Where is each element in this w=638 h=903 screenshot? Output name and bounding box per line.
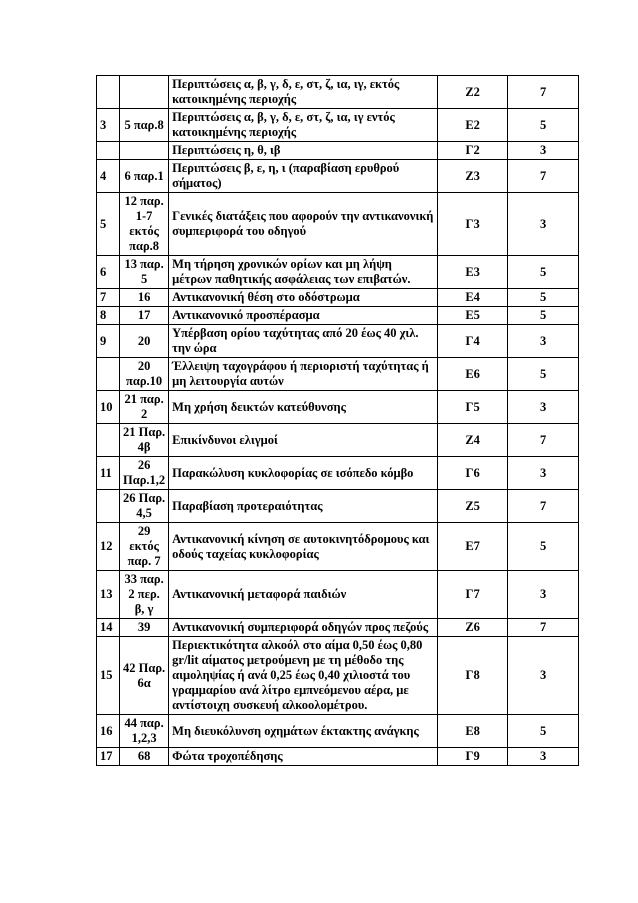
description-cell: Μη τήρηση χρονικών ορίων και μη λήψη μέτρων παθητικής ασφάλειας των επιβατών. [169,256,438,289]
code-cell: Ε6 [438,358,508,391]
description-cell: Παρακώλυση κυκλοφορίας σε ισόπεδο κόμβο [169,457,438,490]
points-cell: 3 [508,457,579,490]
code-cell: Ζ4 [438,424,508,457]
row-number-cell: 4 [97,160,120,193]
row-number-cell: 3 [97,109,120,142]
points-cell: 5 [508,109,579,142]
description-cell: Αντικανονική μεταφορά παιδιών [169,571,438,619]
table-row [97,325,579,358]
row-number-cell [97,424,120,457]
article-cell: 29 εκτός παρ. 7 [120,523,169,571]
description-cell: Περιεκτικότητα αλκοόλ στο αίμα 0,50 έως 0,80 gr/lit αίματος μετρούμενη με τη μέθοδο της αιμοληψίας ή ανά 0,25 έως 0,40 χιλιοστά του γραμμαρίου ανά λίτρο εμπνεόμενου αέρα, με αντίστοιχη συσκευή αλκοολομέτρου. [169,637,438,715]
description-cell: Γενικές διατάξεις που αφορούν την αντικανονική συμπεριφορά του οδηγού [169,193,438,256]
article-cell: 26 Παρ. 4,5 [120,490,169,523]
article-cell: 12 παρ. 1-7 εκτός παρ.8 [120,193,169,256]
description-cell: Περιπτώσεις α, β, γ, δ, ε, στ, ζ, ια, ιγ, εκτός κατοικημένης περιοχής [169,76,438,109]
description-cell: Περιπτώσεις β, ε, η, ι (παραβίαση ερυθρού σήματος) [169,160,438,193]
description-cell: Μη χρήση δεικτών κατεύθυνσης [169,391,438,424]
row-number-cell [97,358,120,391]
code-cell: Γ7 [438,571,508,619]
row-number-cell [97,490,120,523]
points-cell: 5 [508,523,579,571]
code-cell: Γ2 [438,142,508,160]
table-row [97,142,579,160]
code-cell: Ε3 [438,256,508,289]
article-cell: 39 [120,619,169,637]
row-number-cell: 15 [97,637,120,715]
description-cell: Επικίνδυνοι ελιγμοί [169,424,438,457]
article-cell: 20 [120,325,169,358]
violations-table [96,75,579,766]
points-cell: 5 [508,358,579,391]
points-cell: 3 [508,142,579,160]
description-cell: Αντικανονική θέση στο οδόστρωμα [169,289,438,307]
row-number-cell: 9 [97,325,120,358]
table-row [97,76,579,109]
table-row [97,160,579,193]
description-cell: Παραβίαση προτεραιότητας [169,490,438,523]
table-row [97,193,579,256]
points-cell: 3 [508,193,579,256]
code-cell: Γ6 [438,457,508,490]
description-cell: Μη διευκόλυνση οχημάτων έκτακτης ανάγκης [169,715,438,748]
code-cell: Ζ5 [438,490,508,523]
row-number-cell: 8 [97,307,120,325]
points-cell: 7 [508,160,579,193]
description-cell: Έλλειψη ταχογράφου ή περιοριστή ταχύτητας ή μη λειτουργία αυτών [169,358,438,391]
points-cell: 3 [508,637,579,715]
code-cell: Ζ2 [438,76,508,109]
code-cell: Γ4 [438,325,508,358]
table-row [97,490,579,523]
description-cell: Αντικανονική κίνηση σε αυτοκινητόδρομους και οδούς ταχείας κυκλοφορίας [169,523,438,571]
code-cell: Γ3 [438,193,508,256]
article-cell: 21 Παρ. 4β [120,424,169,457]
points-cell: 3 [508,325,579,358]
table-row [97,307,579,325]
article-cell: 16 [120,289,169,307]
row-number-cell: 10 [97,391,120,424]
points-cell: 5 [508,289,579,307]
points-cell: 7 [508,424,579,457]
table-row [97,523,579,571]
points-cell: 3 [508,748,579,766]
table-row [97,391,579,424]
description-cell: Αντικανονικό προσπέρασμα [169,307,438,325]
points-cell: 5 [508,715,579,748]
row-number-cell: 7 [97,289,120,307]
points-cell: 3 [508,571,579,619]
code-cell: Γ9 [438,748,508,766]
points-cell: 7 [508,619,579,637]
article-cell: 42 Παρ. 6α [120,637,169,715]
code-cell: Ε8 [438,715,508,748]
row-number-cell: 5 [97,193,120,256]
points-cell: 5 [508,307,579,325]
code-cell: Ε4 [438,289,508,307]
row-number-cell: 17 [97,748,120,766]
points-cell: 3 [508,391,579,424]
code-cell: Ζ3 [438,160,508,193]
row-number-cell: 14 [97,619,120,637]
table-row [97,256,579,289]
code-cell: Γ5 [438,391,508,424]
points-cell: 5 [508,256,579,289]
article-cell: 20 παρ.10 [120,358,169,391]
description-cell: Φώτα τροχοπέδησης [169,748,438,766]
code-cell: Ε5 [438,307,508,325]
table-row [97,289,579,307]
article-cell [120,76,169,109]
table-row [97,109,579,142]
row-number-cell: 16 [97,715,120,748]
table-row [97,637,579,715]
article-cell: 13 παρ. 5 [120,256,169,289]
row-number-cell: 6 [97,256,120,289]
article-cell: 44 παρ. 1,2,3 [120,715,169,748]
description-cell: Υπέρβαση ορίου ταχύτητας από 20 έως 40 χιλ. την ώρα [169,325,438,358]
points-cell: 7 [508,490,579,523]
article-cell: 6 παρ.1 [120,160,169,193]
table-row [97,457,579,490]
code-cell: Γ8 [438,637,508,715]
table-row [97,619,579,637]
table-row [97,424,579,457]
article-cell [120,142,169,160]
description-cell: Περιπτώσεις α, β, γ, δ, ε, στ, ζ, ια, ιγ εντός κατοικημένης περιοχής [169,109,438,142]
row-number-cell [97,76,120,109]
article-cell: 68 [120,748,169,766]
description-cell: Αντικανονική συμπεριφορά οδηγών προς πεζούς [169,619,438,637]
description-cell: Περιπτώσεις η, θ, ιβ [169,142,438,160]
row-number-cell [97,142,120,160]
article-cell: 17 [120,307,169,325]
row-number-cell: 11 [97,457,120,490]
article-cell: 21 παρ. 2 [120,391,169,424]
code-cell: Ε7 [438,523,508,571]
row-number-cell: 13 [97,571,120,619]
article-cell: 26 Παρ.1,2 [120,457,169,490]
article-cell: 5 παρ.8 [120,109,169,142]
table-row [97,715,579,748]
points-cell: 7 [508,76,579,109]
table-row [97,571,579,619]
code-cell: Ζ6 [438,619,508,637]
table-row [97,358,579,391]
row-number-cell: 12 [97,523,120,571]
table-row [97,748,579,766]
code-cell: Ε2 [438,109,508,142]
article-cell: 33 παρ. 2 περ. β, γ [120,571,169,619]
